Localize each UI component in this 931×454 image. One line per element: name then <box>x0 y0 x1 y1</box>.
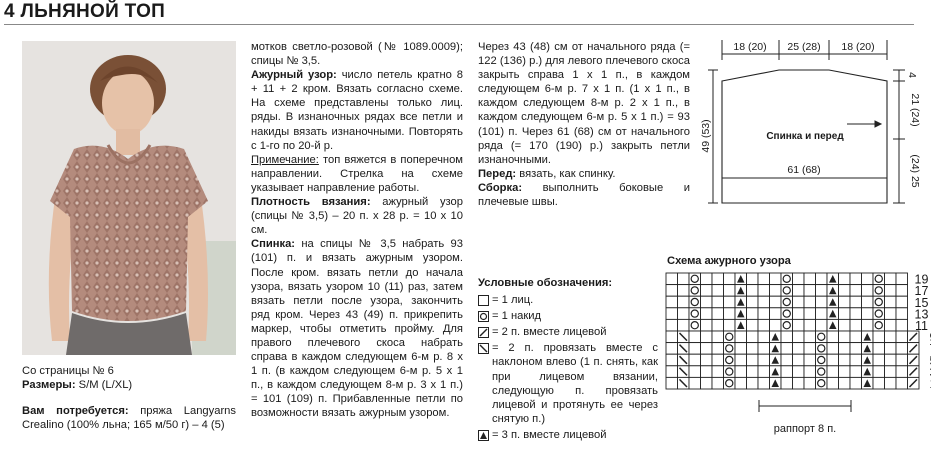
chart-cell <box>804 285 816 297</box>
chart-cell <box>712 331 724 343</box>
model-photo-illustration <box>22 41 236 355</box>
chart-cell <box>862 273 874 285</box>
front-paragraph <box>478 167 690 181</box>
density-label: Плотность вязания: <box>251 196 371 209</box>
density-text: ажурный узор (спицы № 3,5) – 20 п. х 28 р. = 10 х 10 см. <box>251 196 463 237</box>
chart-cell <box>839 343 851 355</box>
chart-cell <box>885 366 897 378</box>
chart-cell <box>666 308 678 320</box>
chart-cell <box>747 354 759 366</box>
chart-cell <box>896 354 908 366</box>
instructions-column-1 <box>251 40 463 421</box>
chart-cell <box>747 343 759 355</box>
chart-cell <box>689 343 701 355</box>
sizes-value: S/M (L/XL) <box>75 379 133 392</box>
triangle-icon <box>478 430 489 441</box>
chart-cell <box>712 285 724 297</box>
chart-cell <box>678 273 690 285</box>
chart-cell <box>701 343 713 355</box>
chart-cell <box>862 308 874 320</box>
chart-cell <box>827 377 839 389</box>
chart-cell <box>770 285 782 297</box>
chart-cell <box>827 331 839 343</box>
chart-cell <box>793 308 805 320</box>
chart-cell <box>747 296 759 308</box>
chart-cell <box>747 308 759 320</box>
chart-cell <box>793 343 805 355</box>
chart-cell <box>712 366 724 378</box>
sizes-label: Размеры: <box>22 379 76 392</box>
chart-cell <box>781 366 793 378</box>
chart-cell <box>701 319 713 331</box>
row-number: 17 <box>914 284 929 299</box>
project-info <box>22 364 236 432</box>
chart-cell <box>816 273 828 285</box>
back-text: на спицы № 3,5 набрать 93 (101) п. и вязать ажурным узором. После кром. вязать петли до начала узора, вязать узором 10 (11) раз, затем вязать петли после узора, закончить ряд кром. Через 43 (49) п. прикрепить маркер, чтобы отметить пройму. Для правого плечевого скоса набрать справа в каждом следующем 6-м р. 8 х 1 п. (в каждом следующем 6-м р. 5 х 1 п., в каждом следующем 8-м р. 3 х 1 п.) = 101 (109) п. Прибавленные петли по возможности вязать ажурным узором. <box>251 238 463 420</box>
assembly-text: выполнить боковые и плечевые швы. <box>478 181 690 209</box>
chart-cell <box>839 319 851 331</box>
chart-cell <box>793 377 805 389</box>
chart-cell <box>724 273 736 285</box>
chart-cell <box>758 296 770 308</box>
density-paragraph <box>251 195 463 237</box>
chart-cell <box>678 308 690 320</box>
legend-item-text: = 3 п. вместе лицевой <box>492 428 607 441</box>
chart-cell <box>793 366 805 378</box>
title-divider <box>4 24 914 25</box>
diagram-label: Спинка и перед <box>766 131 844 142</box>
chart-cell <box>666 319 678 331</box>
chart-cell <box>885 308 897 320</box>
instructions-column-2 <box>478 40 690 209</box>
note-text: топ вяжется в поперечном направлении. Стрелка на схеме указывает направление работы. <box>251 153 463 194</box>
openwork-text: число петель кратно 8 + 11 + 2 кром. Вязать согласно схеме. На схеме представлены только лиц. ряды. В изнаночных рядах все петли и накиды вязать изнаночными. Повторять с 1-го по 20-й р. <box>251 69 464 152</box>
chart-cell <box>827 366 839 378</box>
dim-right-top: 4 <box>906 72 918 78</box>
legend-item-text: = 1 лиц. <box>492 294 534 307</box>
chart-cell <box>839 273 851 285</box>
chart-cell <box>793 354 805 366</box>
chart-cell <box>747 319 759 331</box>
chart-cell <box>793 319 805 331</box>
chart-cell <box>758 319 770 331</box>
chart-cell <box>666 354 678 366</box>
row-number: 11 <box>915 319 928 333</box>
chart-cell <box>758 343 770 355</box>
chart-cell <box>804 343 816 355</box>
row-number: 19 <box>914 272 929 287</box>
chart-cell <box>701 273 713 285</box>
chart-cell <box>896 377 908 389</box>
chart-cell <box>850 273 862 285</box>
chart-cell <box>724 319 736 331</box>
chart-cell <box>873 343 885 355</box>
schematic-diagram <box>700 38 921 208</box>
chart-cell <box>758 377 770 389</box>
chart-cell <box>885 331 897 343</box>
chart-cell <box>804 308 816 320</box>
chart-cell <box>781 354 793 366</box>
legend-item <box>478 309 658 323</box>
chart-cell <box>781 343 793 355</box>
legend-item-text: = 1 накид <box>492 310 542 323</box>
chart-cell <box>850 296 862 308</box>
chart-cell <box>816 308 828 320</box>
chart-cell <box>804 366 816 378</box>
chart-cell <box>804 319 816 331</box>
chart-cell <box>712 273 724 285</box>
assembly-label: Сборка: <box>478 181 523 194</box>
chart-cell <box>770 319 782 331</box>
back-label: Спинка: <box>251 238 296 251</box>
chart-cell <box>850 319 862 331</box>
chart-cell <box>666 296 678 308</box>
chart-cell <box>701 366 713 378</box>
chart-cell <box>712 308 724 320</box>
chart-cell <box>678 319 690 331</box>
circle-icon <box>478 311 489 322</box>
slash-right-icon <box>478 327 489 338</box>
symbol-legend <box>478 276 658 442</box>
legend-item <box>478 428 658 442</box>
chart-cell <box>850 285 862 297</box>
assembly-paragraph <box>478 181 690 209</box>
chart-cell <box>896 343 908 355</box>
chart-cell <box>689 366 701 378</box>
front-text: вязать, как спинку. <box>516 167 616 180</box>
chart-grid <box>666 273 919 389</box>
chart-cell <box>896 296 908 308</box>
sizes-line <box>22 378 236 392</box>
chart-cell <box>770 308 782 320</box>
chart-cell <box>781 377 793 389</box>
chart-cell <box>839 308 851 320</box>
chart-cell <box>747 273 759 285</box>
chart-cell <box>666 285 678 297</box>
chart-cell <box>804 331 816 343</box>
chart-cell <box>758 285 770 297</box>
openwork-label: Ажурный узор: <box>251 69 337 82</box>
chart-cell <box>850 366 862 378</box>
chart-cell <box>701 377 713 389</box>
chart-cell <box>735 343 747 355</box>
chart-cell <box>839 377 851 389</box>
chart-cell <box>850 354 862 366</box>
chart-cell <box>701 308 713 320</box>
openwork-paragraph <box>251 68 463 153</box>
chart-cell <box>747 366 759 378</box>
chart-cell <box>896 331 908 343</box>
chart-cell <box>850 377 862 389</box>
model-photo <box>22 41 236 355</box>
chart-cell <box>850 308 862 320</box>
chart-cell <box>885 377 897 389</box>
chart-cell <box>896 366 908 378</box>
chart-cell <box>896 319 908 331</box>
chart-title: Схема ажурного узора <box>667 255 791 267</box>
chart-cell <box>850 343 862 355</box>
legend-item-text: = 2 п. провязать вместе с наклоном влево (1 п. снять, как при лицевом вязании, следующую п. провязать лицевой и протянуть ее через снятую п.) <box>492 342 658 425</box>
note-paragraph <box>251 153 463 195</box>
dim-top-right: 18 (20) <box>841 41 875 53</box>
chart-cell <box>885 285 897 297</box>
chart-cell <box>701 331 713 343</box>
chart-cell <box>804 354 816 366</box>
chart-cell <box>827 343 839 355</box>
chart-cell <box>885 296 897 308</box>
chart-cell <box>770 273 782 285</box>
legend-item <box>478 293 658 307</box>
chart-cell <box>804 273 816 285</box>
chart-cell <box>735 366 747 378</box>
chart-cell <box>793 273 805 285</box>
dim-top-middle: 25 (28) <box>787 41 821 53</box>
chart-cell <box>689 331 701 343</box>
chart-cell <box>678 296 690 308</box>
chart-cell <box>758 331 770 343</box>
dim-top-left: 18 (20) <box>733 41 767 53</box>
note-label: Примечание: <box>251 153 319 166</box>
chart-cell <box>873 366 885 378</box>
materials-label: Вам потребуется: <box>22 405 129 418</box>
chart-cell <box>758 308 770 320</box>
chart-cell <box>689 354 701 366</box>
chart-cell <box>712 296 724 308</box>
pattern-title: ЛЬНЯНОЙ ТОП <box>20 1 166 22</box>
slash-left-icon <box>478 343 489 354</box>
repeat-label: раппорт 8 п. <box>773 423 837 435</box>
chart-cell <box>896 285 908 297</box>
chart-cell <box>816 296 828 308</box>
chart-cell <box>793 296 805 308</box>
chart-cell <box>839 285 851 297</box>
chart-cell <box>735 354 747 366</box>
chart-cell <box>747 377 759 389</box>
pattern-number: 4 <box>4 1 15 22</box>
chart-cell <box>735 377 747 389</box>
chart-cell <box>724 296 736 308</box>
legend-item <box>478 325 658 339</box>
stitch-chart <box>666 272 929 444</box>
chart-cell <box>712 343 724 355</box>
chart-cell <box>758 273 770 285</box>
chart-cell <box>701 296 713 308</box>
chart-cell <box>839 366 851 378</box>
chart-cell <box>666 377 678 389</box>
chart-cell <box>747 285 759 297</box>
chart-cell <box>666 366 678 378</box>
materials-line <box>22 404 236 432</box>
chart-cell <box>770 296 782 308</box>
chart-cell <box>701 354 713 366</box>
legend-item-text: = 2 п. вместе лицевой <box>492 326 607 339</box>
chart-cell <box>839 354 851 366</box>
chart-cell <box>804 296 816 308</box>
chart-cell <box>712 377 724 389</box>
chart-cell <box>885 343 897 355</box>
chart-cell <box>793 285 805 297</box>
row-number: 15 <box>914 295 929 310</box>
chart-cell <box>666 343 678 355</box>
dim-bottom: 61 (68) <box>787 164 821 176</box>
materials-continued: мотков светло-розовой (№ 1089.0009); спицы № 3,5. <box>251 41 463 68</box>
chart-cell <box>701 285 713 297</box>
chart-cell <box>827 354 839 366</box>
legend-item <box>478 341 658 426</box>
chart-cell <box>724 285 736 297</box>
chart-cell <box>666 331 678 343</box>
back-paragraph <box>251 237 463 420</box>
page-title <box>4 1 165 23</box>
row-number: 13 <box>914 307 929 322</box>
chart-cell <box>873 354 885 366</box>
chart-cell <box>839 296 851 308</box>
chart-cell <box>862 319 874 331</box>
materials-text: пряжа Langyarns Crealino (100% льна; 165 м/50 г) – 4 (5) <box>22 405 236 432</box>
chart-cell <box>781 331 793 343</box>
chart-cell <box>896 308 908 320</box>
chart-cell <box>758 354 770 366</box>
chart-cell <box>735 331 747 343</box>
back-continued: Через 43 (48) см от начального ряда (= 122 (136) р.) для левого плечевого скоса закрыть справа 1 х 1 п., в каждом следующем 6-м р. 7 х 1 п. (1 х 1 п., в каждом следующем 8-м р. 2 х 1 п., в каждом следующем 6-м р. 5 х 1 п.) = 93 (101) п. Через 61 (68) см от начального ряда (= 170 (190) р.) закрыть петли изнаночными. <box>478 41 690 166</box>
chart-cell <box>862 285 874 297</box>
chart-cell <box>816 285 828 297</box>
dim-right-middle: 21 (24) <box>909 93 921 127</box>
chart-cell <box>862 296 874 308</box>
dim-right-bottom: (24) 25 <box>909 154 921 188</box>
chart-cell <box>839 331 851 343</box>
chart-cell <box>885 273 897 285</box>
chart-cell <box>804 377 816 389</box>
chart-cell <box>873 331 885 343</box>
chart-cell <box>873 377 885 389</box>
chart-cell <box>885 319 897 331</box>
chart-cell <box>793 331 805 343</box>
chart-cell <box>689 377 701 389</box>
dim-left: 49 (53) <box>700 119 712 153</box>
chart-cell <box>712 319 724 331</box>
legend-title: Условные обозначения: <box>478 277 613 289</box>
chart-cell <box>747 331 759 343</box>
chart-cell <box>850 331 862 343</box>
chart-cell <box>816 319 828 331</box>
chart-cell <box>758 366 770 378</box>
chart-cell <box>678 285 690 297</box>
empty-square-icon <box>478 295 489 306</box>
chart-cell <box>885 354 897 366</box>
chart-cell <box>712 354 724 366</box>
chart-cell <box>666 273 678 285</box>
source-note: Со страницы № 6 <box>22 365 114 377</box>
chart-cell <box>896 273 908 285</box>
front-label: Перед: <box>478 167 517 180</box>
chart-cell <box>724 308 736 320</box>
